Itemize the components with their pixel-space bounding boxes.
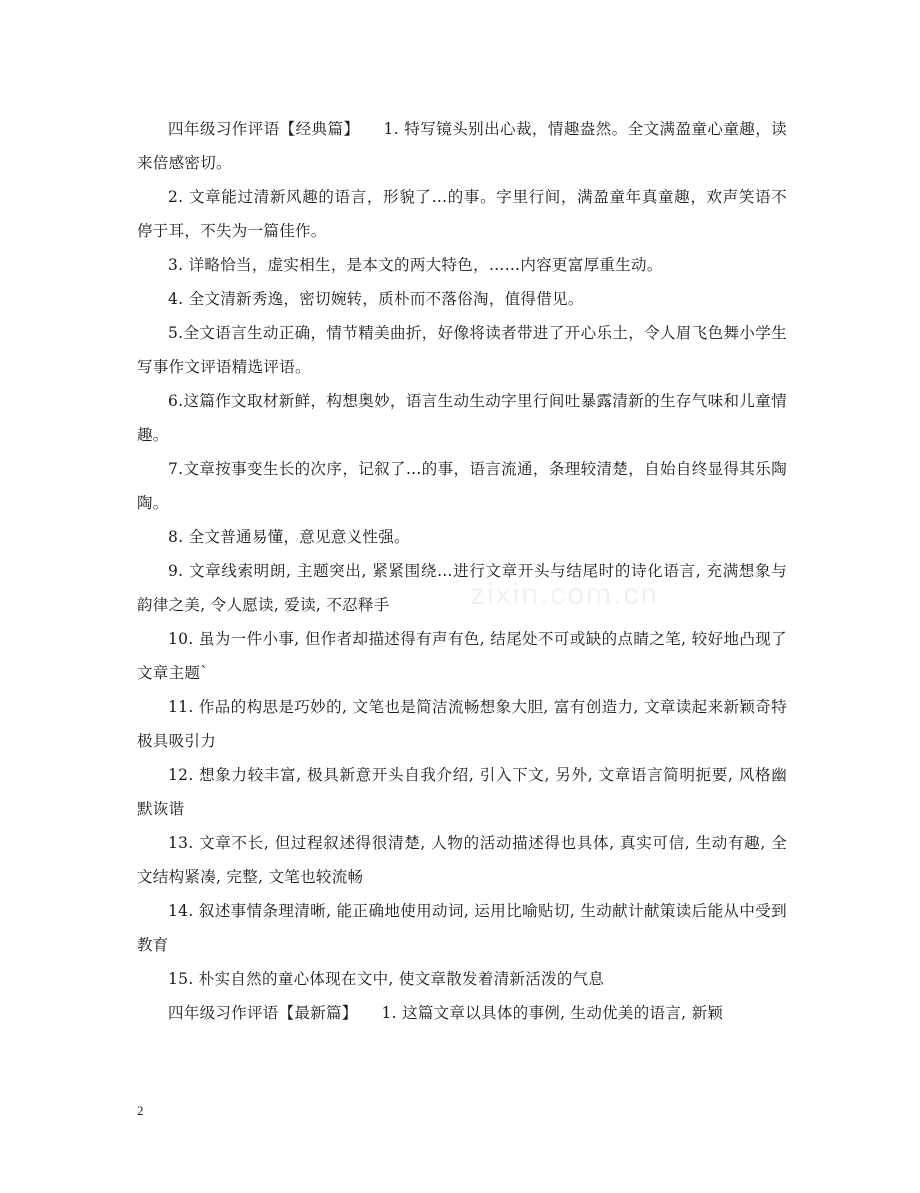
paragraph-item-8: 8. 全文普通易懂，意见意义性强。 [168, 528, 410, 546]
paragraph-item-6: 6.这篇作文取材新鲜，构想奥妙，语言生动生动字里行间吐暴露清新的生存气味和儿童情趣。 [137, 392, 787, 444]
document-body [137, 112, 787, 1030]
paragraph-item-14: 14. 叙述事情条理清晰, 能正确地使用动词, 运用比喻贴切, 生动献计献策读后能从中受到教育 [137, 902, 787, 954]
page-number: 2 [137, 1103, 144, 1118]
paragraph-item-4: 4. 全文清新秀逸，密切婉转，质朴而不落俗淘，值得借见。 [168, 290, 584, 308]
watermark: zixin.com.cn [470, 578, 660, 611]
paragraph-heading-latest: 四年级习作评语【最新篇】 1. 这篇文章以具体的事例, 生动优美的语言, 新颖 [168, 1004, 724, 1022]
paragraph-item-3: 3. 详略恰当，虚实相生，是本文的两大特色，……内容更富厚重生动。 [168, 256, 663, 274]
paragraph-item-10: 10. 虽为一件小事, 但作者却描述得有声有色, 结尾处不可或缺的点睛之笔, 较好地凸现了文章主题` [137, 630, 787, 682]
paragraph-item-7: 7.文章按事变生长的次序，记叙了…的事，语言流通，条理较清楚，自始自终显得其乐陶陶。 [137, 460, 787, 512]
paragraph-item-2: 2. 文章能过清新风趣的语言，形貌了…的事。字里行间，满盈童年真童趣，欢声笑语不停于耳，不失为一篇佳作。 [137, 188, 787, 240]
paragraph-item-9: 9. 文章线索明朗, 主题突出, 紧紧围绕…进行文章开头与结尾时的诗化语言, 充满想象与韵律之美, 令人愿读, 爱读, 不忍释手 [137, 562, 787, 614]
paragraph-item-13: 13. 文章不长, 但过程叙述得很清楚, 人物的活动描述得也具体, 真实可信, 生动有趣, 全文结构紧凑, 完整, 文笔也较流畅 [137, 834, 787, 886]
paragraph-item-11: 11. 作品的构思是巧妙的, 文笔也是简洁流畅想象大胆, 富有创造力, 文章读起来新颖奇特极具吸引力 [137, 698, 787, 750]
paragraph-item-15: 15. 朴实自然的童心体现在文中, 使文章散发着清新活泼的气息 [168, 970, 605, 988]
paragraph-item-12: 12. 想象力较丰富, 极具新意开头自我介绍, 引入下文, 另外, 文章语言简明扼要, 风格幽默诙谐 [137, 766, 787, 818]
paragraph-item-5: 5.全文语言生动正确，情节精美曲折，好像将读者带进了开心乐土，令人眉飞色舞小学生写事作文评语精选评语。 [137, 324, 787, 376]
paragraph-heading-classic: 四年级习作评语【经典篇】 1. 特写镜头别出心裁，情趣盎然。全文满盈童心童趣，读来倍感密切。 [137, 120, 787, 172]
